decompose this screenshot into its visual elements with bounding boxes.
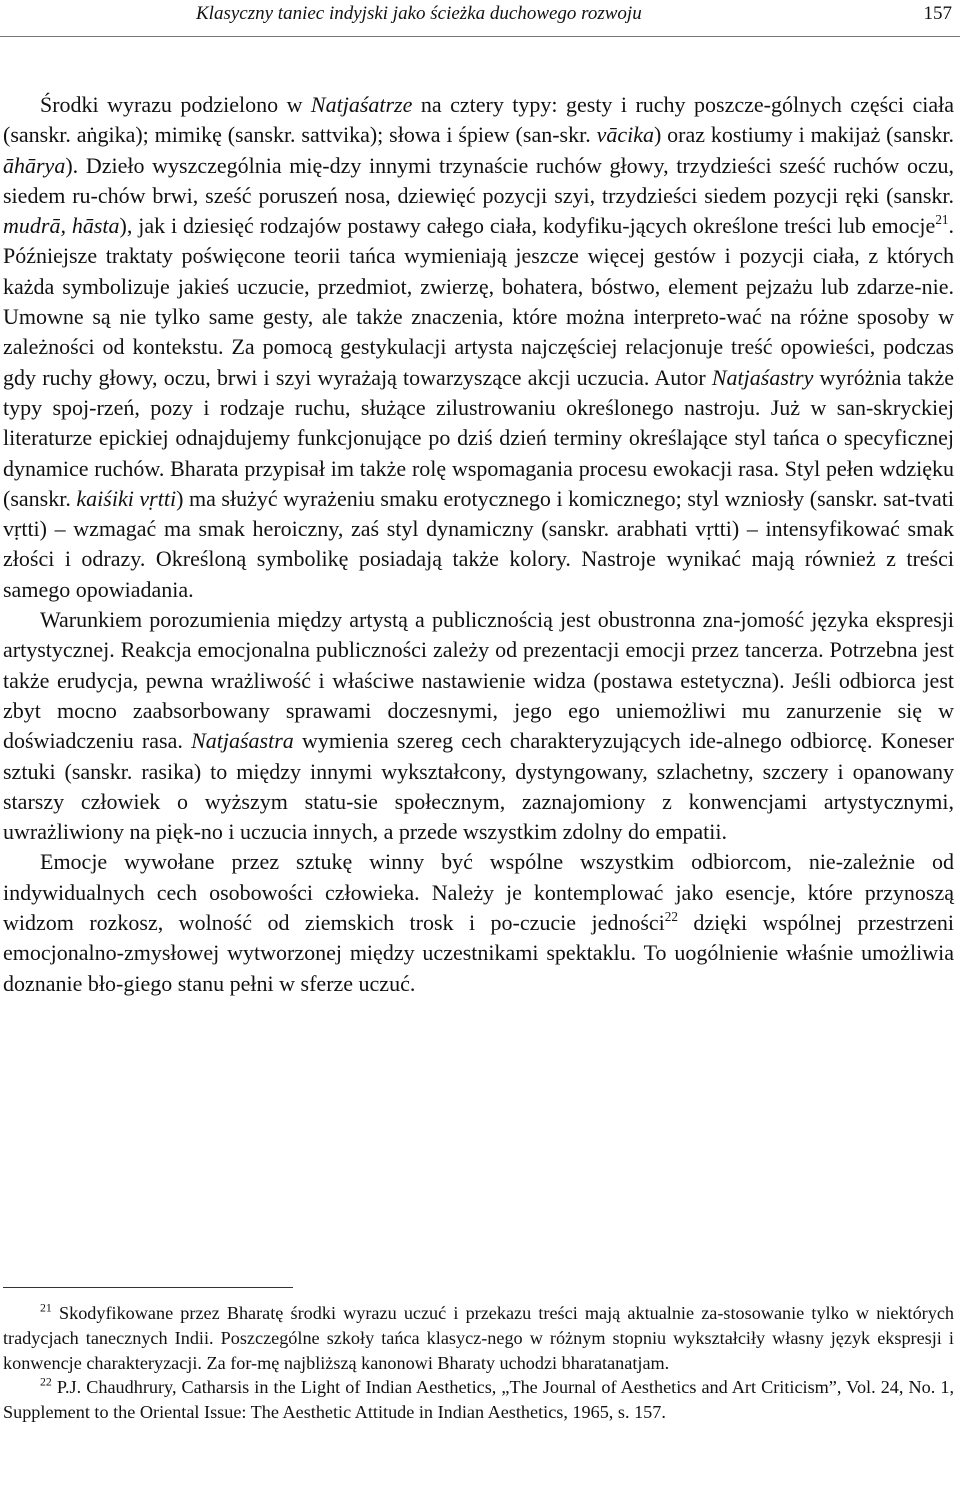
italic-title: Natjaśatrze: [310, 92, 413, 117]
text-segment: na cztery typy: gesty i ruchy poszcze-gólnych części ciała (sanskr. aṅgika); mimikę (sanskr. sattvika); słowa i śpiew (san-skr.: [3, 92, 955, 148]
text-segment: Warunkiem porozumienia między artystą a publicznością jest obustronna zna-jomość języka ekspresji artystycznej. Reakcja emocjonalna publiczności zależy od prezentacji emocji przez tancerza. Potrzebna jest także erudycja, pewna wrażliwość i właściwe nastawienie widza (postawa estetyczna). Jeśli odbiorca jest zbyt mocno zaabsorbowany sprawami doczesnymi, jego ego uniemożliwi mu zanurzenie się w doświadczeniu rasa.: [3, 607, 954, 754]
text-segment: wyróżnia także typy spoj-rzeń, pozy i rodzaje ruchu, służące zilustrowaniu określonego nastroju. Już w san-skryckiej literaturze epickiej odnajdujemy funkcjonujące po dziś dzień terminy określające styl tańca o specyficznej dynamice ruchów. Bharata przypisał im także rolę wspomagania procesu ewokacji rasa. Styl pełen wdzięku (sanskr.: [3, 364, 955, 511]
italic-term: kaiśiki vṛtti: [76, 485, 177, 511]
paragraph-1: [3, 90, 954, 605]
italic-term: vācika: [596, 122, 654, 148]
text-segment: Środki wyrazu podzielono w: [40, 92, 311, 117]
footnote-number: 22: [40, 1374, 52, 1389]
page-header: [0, 0, 960, 37]
footnotes: [3, 1301, 954, 1425]
footnote-21: [3, 1301, 954, 1375]
text-segment: ). Dzieło wyszczególnia mię-dzy innymi trzynaście ruchów głowy, trzydzieści sześć ruchów oczu, siedem ru-chów brwi, sześć poruszeń nosa, dziewięć pozycji szyi, trzydzieści siedem pozycji ręki (sanskr.: [3, 152, 954, 208]
page-number: 157: [923, 3, 952, 24]
body-text: [3, 90, 954, 999]
footnote-ref-21[interactable]: 21: [935, 211, 949, 227]
footnote-text: Skodyfikowane przez Bharatę środki wyrazu uczuć i przekazu treści mają aktualnie za-stosowanie tylko w niektórych tradycjach tanecznych Indii. Poszczególne szkoły tańca klasycz-nego w różnym stopniu wykształciły własny język ekspresji i konwencje charakteryzacji. Za for-mę najbliższą kanonowi Bharaty uchodzi bharatanatjam.: [3, 1303, 954, 1373]
running-title: Klasyczny taniec indyjski jako ścieżka duchowego rozwoju: [196, 3, 642, 24]
footnote-ref-22[interactable]: 22: [664, 908, 678, 924]
italic-term: āhārya: [3, 152, 66, 178]
footnote-text: P.J. Chaudhrury, Catharsis in the Light of Indian Aesthetics, „The Journal of Aesthetics and Art Criticism”, Vol. 24, No. 1, Supplement to the Oriental Issue: The Aesthetic Attitude in Indian Aesthetics, 1965, s. 157.: [3, 1377, 955, 1423]
text-segment: ) oraz kostiumy i makijaż (sanskr.: [653, 122, 954, 148]
text-segment: dzięki wspólnej przestrzeni emocjonalno-zmysłowej wytworzonej między uczestnikami spektaklu. To uogólnienie właśnie umożliwia doznanie bło-giego stanu pełni w sferze uczuć.: [3, 910, 954, 996]
paragraph-2: [3, 605, 954, 847]
text-segment: . Późniejsze traktaty poświęcone teorii tańca wymieniają jeszcze więcej gestów i pozycji ciała, z których każda symbolizuje jakieś uczucie, przedmiot, zwierzę, bohatera, bóstwo, element pejzażu lub zdarze-nie. Umowne są nie tylko same gesty, ale także znaczenia, które można interpreto-wać na różne sposoby w zależności od kontekstu. Za pomocą gestykulacji artysta najczęściej relacjonuje treść opowieści, podczas gdy ruchy głowy, oczu, brwi i szyi wyrażają towarzyszące akcji uczucia. Autor: [3, 213, 955, 390]
footnote-divider: [3, 1287, 293, 1288]
text-segment: wymienia szereg cech charakteryzujących ide-alnego odbiorcę. Koneser sztuki (sanskr. rasika) to między innymi wykształcony, dystyngowany, szlachetny, szczery i opanowany starszy człowiek o wyższym statu-sie społecznym, zaznajomiony z konwencjami artystycznymi, uwrażliwiony na pięk-no i uczucia innych, a przede wszystkim zdolny do empatii.: [3, 728, 955, 845]
text-segment: ) ma służyć wyrażeniu smaku erotycznego i komicznego; styl wzniosły (sanskr. sat-tvati vṛtti) – wzmagać ma smak heroiczny, zaś styl dynamiczny (sanskr. arabhati vṛtti) – intensyfikować smak złości i odrazy. Określoną symbolikę posiadają także kolory. Nastroje wynikać mają również z treści samego opowiadania.: [3, 485, 955, 602]
footnote-number: 21: [40, 1300, 52, 1315]
italic-title: Natjaśastry: [711, 364, 814, 390]
italic-term: mudrā, hāsta: [3, 213, 120, 239]
italic-title: Natjaśastra: [191, 728, 294, 754]
text-segment: Emocje wywołane przez sztukę winny być wspólne wszystkim odbiorcom, nie-zależnie od indywidualnych cech osobowości człowieka. Należy je kontemplować jako esencje, które przynoszą widzom rozkosz, wolność od ziemskich trosk i po-czucie jedności: [3, 849, 954, 936]
paragraph-3: [3, 847, 954, 998]
text-segment: ), jak i dziesięć rodzajów postawy całego ciała, kodyfiku-jących określone treści lub emocje: [119, 213, 936, 239]
footnote-22: [3, 1375, 954, 1425]
